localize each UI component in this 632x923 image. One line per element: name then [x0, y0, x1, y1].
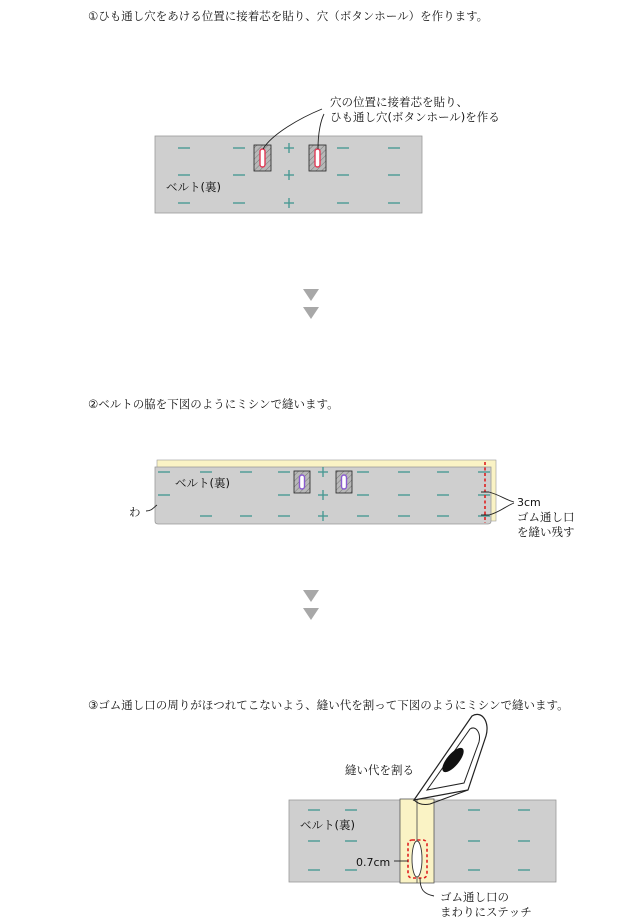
buttonhole — [315, 149, 320, 167]
step-1-instruction: ①ひも通し穴をあける位置に接着芯を貼り、穴（ボタンホール）を作ります。 — [88, 9, 489, 23]
figure-2 — [129, 460, 575, 539]
stitch-label: まわりにステッチ — [440, 905, 532, 919]
buttonhole — [260, 149, 265, 167]
belt-label: ベルト(裏) — [300, 818, 355, 832]
interfacing-patch — [336, 471, 352, 493]
iron-icon — [414, 714, 487, 804]
interfacing-patch — [294, 471, 310, 493]
opening-label: ゴム通し口 — [517, 510, 575, 524]
fold-label: わ — [129, 505, 141, 519]
callout-text: ひも通し穴(ボタンホール)を作る — [330, 110, 500, 124]
callout-text: 穴の位置に接着芯を貼り、 — [330, 95, 468, 109]
figure-1 — [155, 95, 500, 213]
stitch-width: 0.7cm — [356, 856, 391, 869]
interfacing-patch — [309, 145, 326, 171]
buttonhole — [300, 475, 305, 489]
stitch-label: ゴム通し口の — [440, 890, 509, 904]
iron-label: 縫い代を割る — [345, 763, 414, 777]
buttonhole — [342, 475, 347, 489]
step-3-instruction: ③ゴム通し口の周りがほつれてこないよう、縫い代を割って下図のようにミシンで縫います。 — [88, 698, 569, 712]
step-2-instruction: ②ベルトの脇を下図のようにミシンで縫います。 — [88, 397, 339, 411]
interfacing-patch — [254, 145, 271, 171]
down-arrow-icon — [303, 590, 319, 620]
opening-label: を縫い残す — [517, 525, 575, 539]
belt-label: ベルト(裏) — [166, 180, 221, 194]
down-arrow-icon — [303, 289, 319, 319]
figure-3 — [289, 714, 556, 919]
elastic-opening — [412, 841, 422, 877]
opening-size: 3cm — [517, 496, 541, 509]
belt-label: ベルト(裏) — [175, 476, 230, 490]
